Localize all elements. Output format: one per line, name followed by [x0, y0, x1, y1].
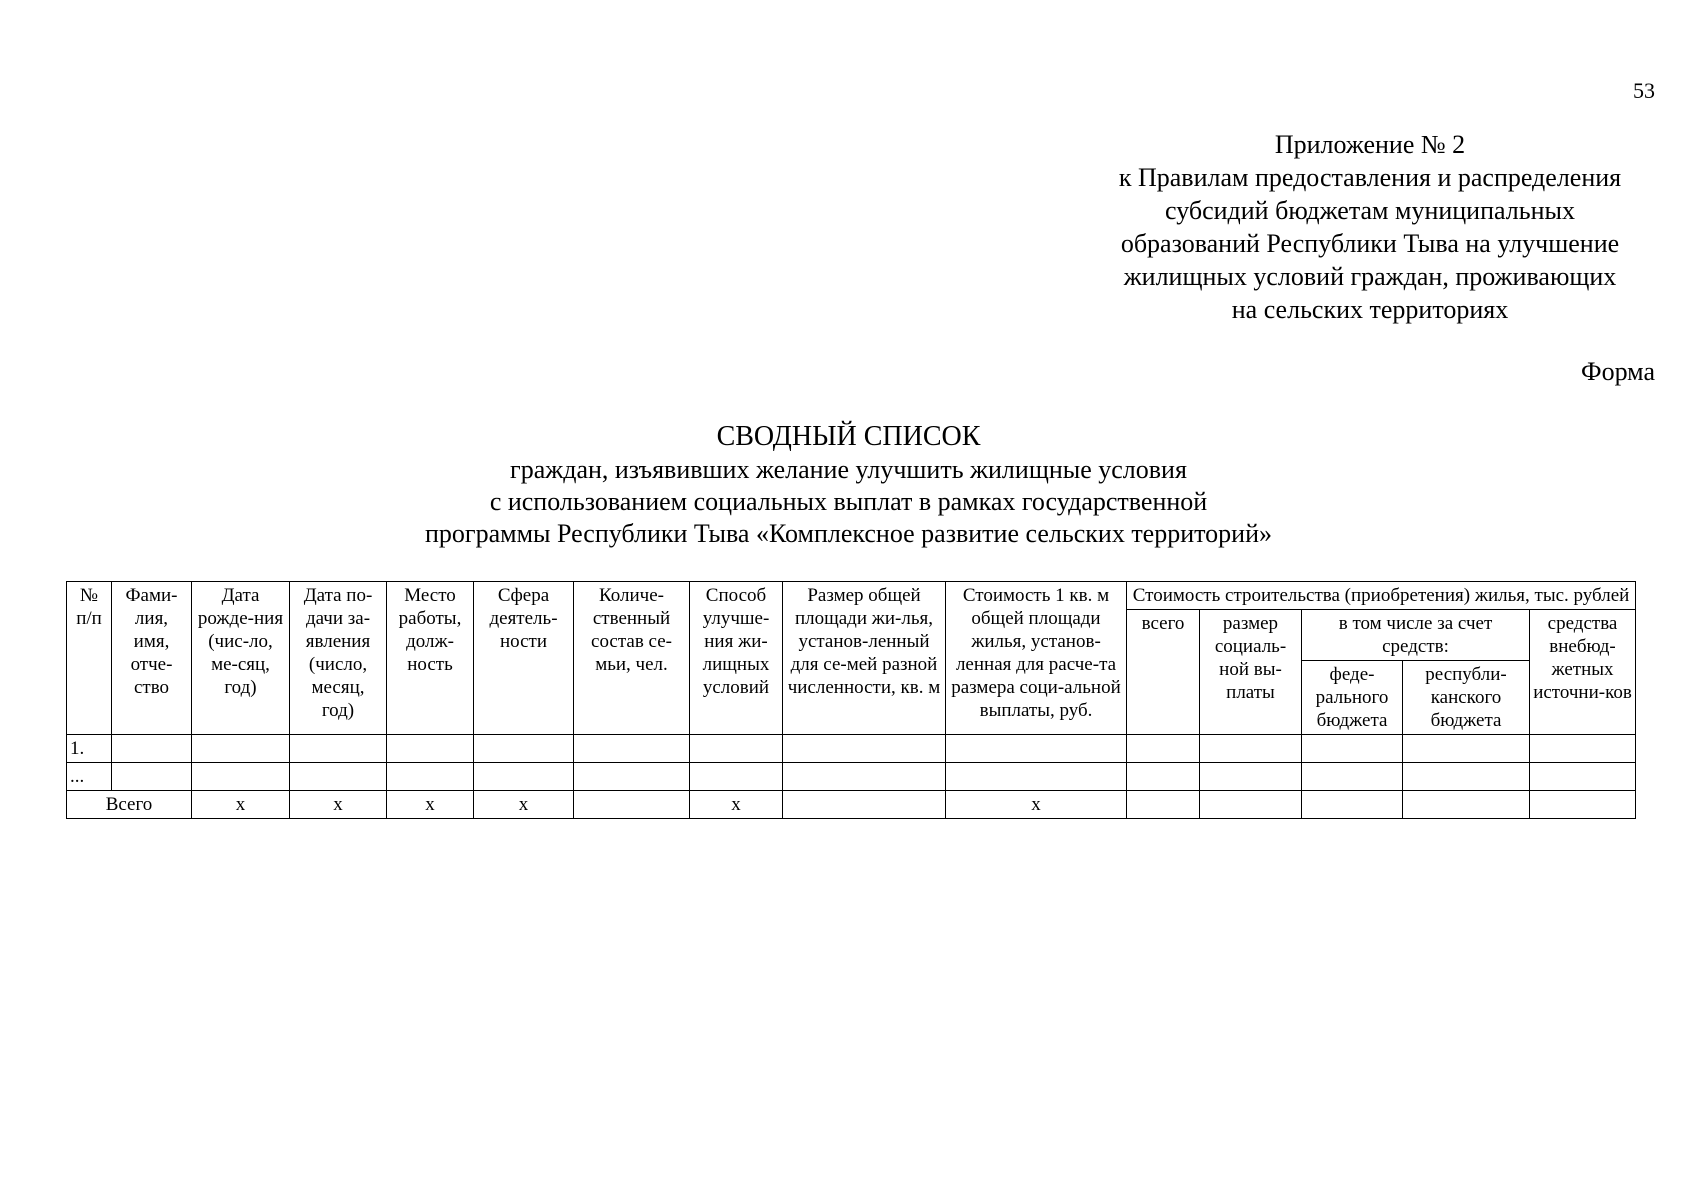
- header-application-date: Дата по-дачи за-явления (число, месяц, год): [290, 582, 387, 735]
- form-label: Форма: [1581, 357, 1655, 386]
- header-family-size: Количе-ственный состав се-мьи, чел.: [574, 582, 690, 735]
- total-family: [574, 791, 690, 819]
- total-area: [783, 791, 946, 819]
- table-cell: [1127, 791, 1200, 819]
- total-application: x: [290, 791, 387, 819]
- table-cell: [112, 763, 192, 791]
- table-cell: [192, 735, 290, 763]
- table-cell: [1530, 763, 1636, 791]
- table-cell: [1403, 763, 1530, 791]
- table-cell: [1403, 791, 1530, 819]
- table-cell: [387, 735, 474, 763]
- total-label: Всего: [67, 791, 192, 819]
- appendix-line: Приложение № 2: [1274, 130, 1466, 159]
- appendix-line: образований Республики Тыва на улучшение: [1120, 229, 1620, 258]
- title-line: с использованием социальных выплат в рамках государственной: [489, 487, 1208, 516]
- table-cell: [474, 735, 574, 763]
- table-row: [67, 735, 1636, 763]
- header-including: в том числе за счет средств:: [1302, 610, 1530, 661]
- header-sphere: Сфера деятель-ности: [474, 582, 574, 735]
- table-cell: [574, 763, 690, 791]
- table-cell: [1403, 735, 1530, 763]
- table-cell: [946, 763, 1127, 791]
- header-social-payment: размер социаль-ной вы-платы: [1200, 610, 1302, 735]
- title-main: СВОДНЫЙ СПИСОК: [716, 421, 981, 452]
- table-cell: [1127, 763, 1200, 791]
- table-cell: [946, 735, 1127, 763]
- table-cell: [783, 763, 946, 791]
- table-cell: [290, 763, 387, 791]
- total-method: x: [690, 791, 783, 819]
- header-extrabudget: средства внебюд-жетных источни-ков: [1530, 610, 1636, 735]
- document-title: [300, 420, 1397, 550]
- appendix-line: субсидий бюджетам муниципальных: [1165, 196, 1575, 225]
- table-cell: [290, 735, 387, 763]
- table-cell: [1302, 763, 1403, 791]
- table-cell: [1530, 735, 1636, 763]
- total-birth: x: [192, 791, 290, 819]
- table-row: [67, 763, 1636, 791]
- table-cell: [1200, 791, 1302, 819]
- header-housing-area: Размер общей площади жи-лья, установ-ленный для се-мей разной численности, кв. м: [783, 582, 946, 735]
- total-workplace: x: [387, 791, 474, 819]
- summary-table: [66, 581, 1636, 819]
- table-cell: [574, 735, 690, 763]
- appendix-line: жилищных условий граждан, проживающих: [1123, 262, 1617, 291]
- page-number: 53: [1633, 78, 1655, 103]
- appendix-line: к Правилам предоставления и распределения: [1118, 163, 1622, 192]
- header-construction-cost: Стоимость строительства (приобретения) жилья, тыс. рублей: [1127, 582, 1636, 610]
- appendix-line: на сельских территориях: [1231, 295, 1509, 324]
- table-cell: [474, 763, 574, 791]
- table-cell: [1200, 763, 1302, 791]
- total-cost-sqm: x: [946, 791, 1127, 819]
- row-number: 1.: [67, 735, 112, 763]
- title-line: программы Республики Тыва «Комплексное развитие сельских территорий»: [425, 519, 1272, 548]
- header-cost-per-sqm: Стоимость 1 кв. м общей площади жилья, установ-ленная для расче-та размера соци-альной выплаты, руб.: [946, 582, 1127, 735]
- total-row: [67, 791, 1636, 819]
- table-cell: [1200, 735, 1302, 763]
- table-cell: [1302, 791, 1403, 819]
- header-workplace: Место работы, долж-ность: [387, 582, 474, 735]
- table-cell: [1127, 735, 1200, 763]
- header-birth-date: Дата рожде-ния (чис-ло, ме-сяц, год): [192, 582, 290, 735]
- table-cell: [387, 763, 474, 791]
- header-improvement-method: Способ улучше-ния жи-лищных условий: [690, 582, 783, 735]
- row-number: ...: [67, 763, 112, 791]
- header-federal: феде-рального бюджета: [1302, 661, 1403, 735]
- table-cell: [192, 763, 290, 791]
- table-cell: [1302, 735, 1403, 763]
- table-cell: [1530, 791, 1636, 819]
- table-cell: [112, 735, 192, 763]
- header-fio: Фами-лия, имя, отче-ство: [112, 582, 192, 735]
- header-total: всего: [1127, 610, 1200, 735]
- title-line: граждан, изъявивших желание улучшить жилищные условия: [510, 455, 1187, 484]
- table-cell: [690, 763, 783, 791]
- appendix-header: [1060, 128, 1680, 326]
- header-num: № п/п: [67, 582, 112, 735]
- table-cell: [690, 735, 783, 763]
- table-cell: [783, 735, 946, 763]
- total-sphere: x: [474, 791, 574, 819]
- header-republican: республи-канского бюджета: [1403, 661, 1530, 735]
